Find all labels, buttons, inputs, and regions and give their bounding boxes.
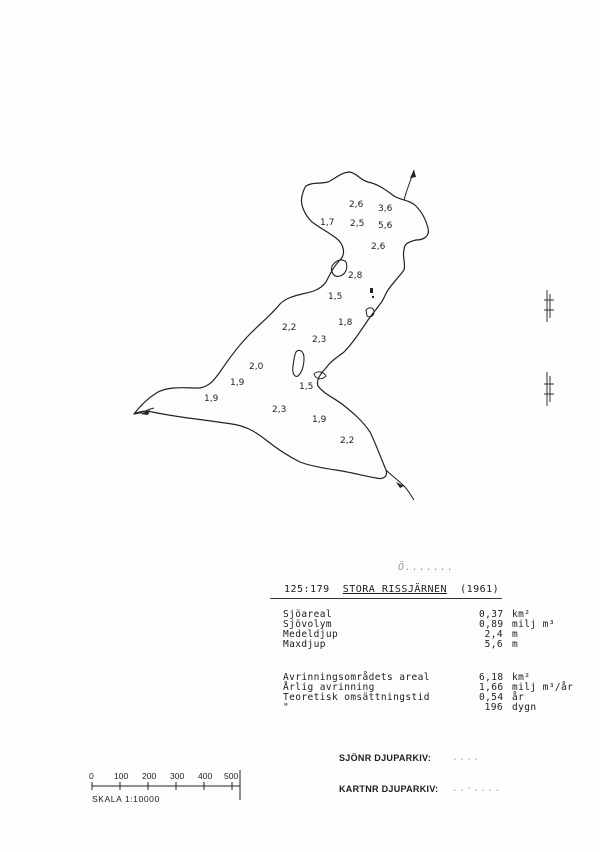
depth-label: 1,9 bbox=[312, 415, 327, 425]
kartnr-archive-value: ..-.... bbox=[452, 783, 502, 794]
inflow-arrow bbox=[410, 170, 416, 178]
depth-label: 1,9 bbox=[204, 394, 219, 404]
lake-header bbox=[284, 584, 499, 595]
depth-label: 1,9 bbox=[230, 378, 245, 388]
island bbox=[370, 288, 373, 293]
depth-label: 3,6 bbox=[378, 204, 393, 214]
depth-label: 2,2 bbox=[282, 323, 297, 333]
stat-value: 0,37 bbox=[479, 609, 504, 620]
depth-label: 1,8 bbox=[338, 318, 353, 328]
stat-label: Sjöareal bbox=[283, 609, 332, 620]
lake-id: 125:179 bbox=[284, 584, 330, 595]
depth-label: 1,7 bbox=[320, 218, 335, 228]
stat-unit: milj m³/år bbox=[512, 682, 574, 693]
lake-name: STORA RISSJÄRNEN bbox=[342, 584, 448, 595]
stat-label: Sjövolym bbox=[283, 619, 332, 630]
depth-label: 2,3 bbox=[312, 335, 327, 345]
depth-label: 2,2 bbox=[340, 436, 355, 446]
stat-unit: milj m³ bbox=[512, 619, 555, 630]
stat-value: 0,54 bbox=[479, 692, 504, 703]
stat-label: Maxdjup bbox=[283, 639, 326, 650]
scale-tick: 500 bbox=[224, 771, 239, 781]
depth-label: 2,5 bbox=[350, 219, 365, 229]
scale-tick: 100 bbox=[114, 771, 129, 781]
stat-unit: km² bbox=[512, 609, 531, 620]
depth-label: 5,6 bbox=[378, 221, 393, 231]
stat-value: 196 bbox=[484, 702, 503, 713]
island bbox=[372, 296, 374, 298]
depth-labels bbox=[204, 200, 393, 446]
scale-ticks bbox=[89, 771, 238, 781]
sjonr-archive-label: SJÖNR DJUPARKIV: bbox=[339, 753, 432, 763]
handwritten-note: Ö....... bbox=[398, 562, 455, 573]
depth-label: 2,3 bbox=[272, 405, 287, 415]
depth-label: 2,6 bbox=[371, 242, 386, 252]
stat-unit: m bbox=[512, 639, 519, 650]
stat-unit: m bbox=[512, 629, 519, 640]
depth-label: 1,5 bbox=[328, 292, 343, 302]
stat-label: Teoretisk omsättningstid bbox=[283, 692, 430, 703]
island bbox=[366, 308, 374, 317]
header-rule bbox=[270, 598, 502, 599]
survey-year: (1961) bbox=[460, 584, 500, 595]
stat-value: 5,6 bbox=[484, 639, 503, 650]
stat-unit: år bbox=[512, 692, 525, 703]
kartnr-archive-label: KARTNR DJUPARKIV: bbox=[339, 784, 439, 794]
scale-tick: 300 bbox=[170, 771, 185, 781]
stat-label: Avrinningsområdets areal bbox=[283, 672, 430, 683]
sjonr-archive-value: .... bbox=[452, 752, 481, 763]
scale-label: SKALA 1:10000 bbox=[92, 794, 160, 804]
scale-tick: 0 bbox=[89, 771, 94, 781]
depth-label: 2,0 bbox=[249, 362, 264, 372]
stat-label: " bbox=[283, 702, 290, 713]
depth-label: 1,5 bbox=[299, 382, 314, 392]
stat-unit: km² bbox=[512, 672, 531, 683]
stat-value: 1,66 bbox=[479, 682, 504, 693]
stat-value: 2,4 bbox=[484, 629, 503, 640]
stat-unit: dygn bbox=[512, 702, 537, 713]
stat-value: 6,18 bbox=[479, 672, 504, 683]
stat-label: Årlig avrinning bbox=[283, 682, 375, 693]
scale-tick: 200 bbox=[142, 771, 157, 781]
depth-label: 2,6 bbox=[349, 200, 364, 210]
scale-tick: 400 bbox=[198, 771, 213, 781]
scan-artifact bbox=[544, 290, 554, 406]
depth-label: 2,8 bbox=[348, 271, 363, 281]
stat-value: 0,89 bbox=[479, 619, 504, 630]
stat-label: Medeldjup bbox=[283, 629, 339, 640]
island bbox=[293, 350, 304, 376]
